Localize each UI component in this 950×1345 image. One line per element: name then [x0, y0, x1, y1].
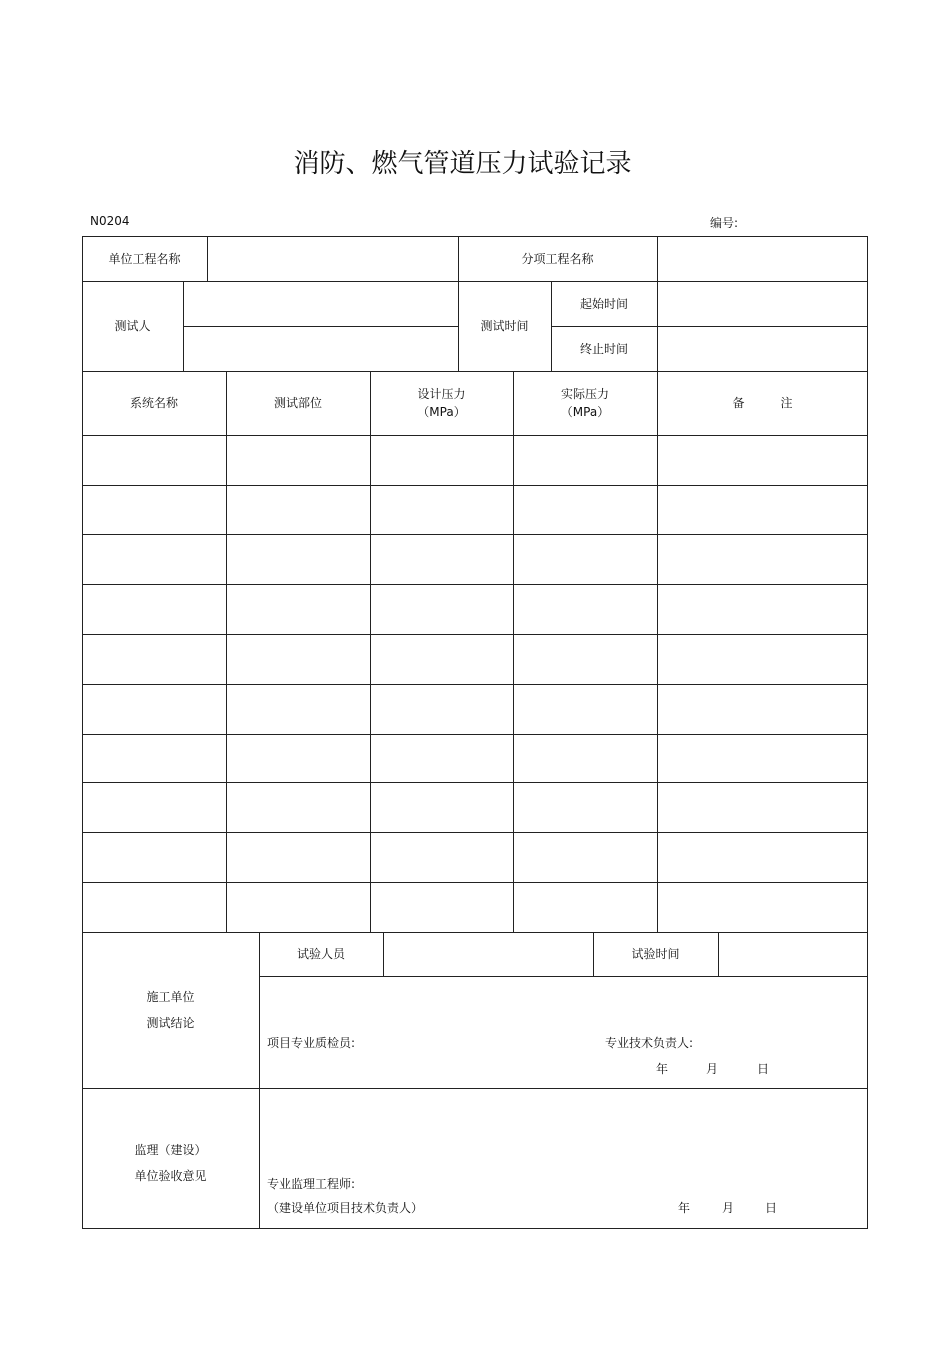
unit-project-name-label: 单位工程名称 [108, 251, 181, 266]
remarks-char-2: 注 [780, 396, 793, 410]
supervision-label-line-2: 单位验收意见 [134, 1168, 207, 1183]
form-code: N0204 [90, 214, 130, 228]
actual-pressure-label: 实际压力 [560, 387, 609, 401]
construction-unit-label-line-1: 施工单位 [146, 990, 195, 1004]
supervision-engineer-note: （建设单位项目技术负责人） [267, 1201, 424, 1215]
construction-date-day: 日 [757, 1062, 770, 1076]
test-personnel-field[interactable] [383, 932, 593, 976]
start-time-label: 起始时间 [579, 296, 628, 311]
actual-pressure-unit: （MPa） [560, 405, 610, 419]
tester-field-2[interactable] [183, 326, 458, 371]
qc-inspector-label: 项目专业质检员: [267, 1036, 356, 1050]
column-header-remarks [657, 371, 868, 435]
end-time-field[interactable] [657, 326, 868, 371]
supervision-date-day: 日 [765, 1201, 778, 1215]
trial-time-label: 试验时间 [631, 947, 680, 961]
test-time-label: 测试时间 [480, 319, 529, 333]
column-header-design-pressure [370, 371, 513, 435]
column-header-system-name: 系统名称 [129, 396, 178, 410]
trial-time-field[interactable] [718, 932, 868, 976]
construction-date-month: 月 [706, 1062, 719, 1076]
unit-project-name-field[interactable] [207, 236, 458, 281]
construction-unit-label [82, 932, 259, 1088]
sub-project-name-field[interactable] [657, 236, 868, 281]
tech-lead-label: 专业技术负责人: [605, 1036, 694, 1050]
supervision-label-line-1: 监理（建设） [134, 1142, 207, 1157]
remarks-char-1: 备 [732, 396, 745, 410]
column-header-test-location: 测试部位 [273, 396, 322, 410]
construction-unit-label-line-2: 测试结论 [146, 1016, 195, 1030]
tester-label: 测试人 [114, 319, 151, 333]
construction-date-year: 年 [656, 1062, 669, 1076]
tester-field-1[interactable] [183, 281, 458, 326]
sub-project-name-label: 分项工程名称 [521, 251, 594, 266]
supervision-date-year: 年 [678, 1201, 691, 1215]
column-header-actual-pressure [513, 371, 657, 435]
start-time-field[interactable] [657, 281, 868, 326]
design-pressure-label: 设计压力 [417, 387, 466, 401]
supervision-engineer-label: 专业监理工程师: [267, 1177, 356, 1191]
supervision-label [82, 1088, 259, 1229]
supervision-date-month: 月 [722, 1201, 735, 1215]
page-title: 消防、燃气管道压力试验记录 [293, 149, 632, 179]
serial-number-label: 编号: [710, 216, 739, 230]
end-time-label: 终止时间 [579, 341, 628, 356]
design-pressure-unit: （MPa） [417, 405, 466, 419]
test-personnel-label: 试验人员 [296, 947, 345, 961]
